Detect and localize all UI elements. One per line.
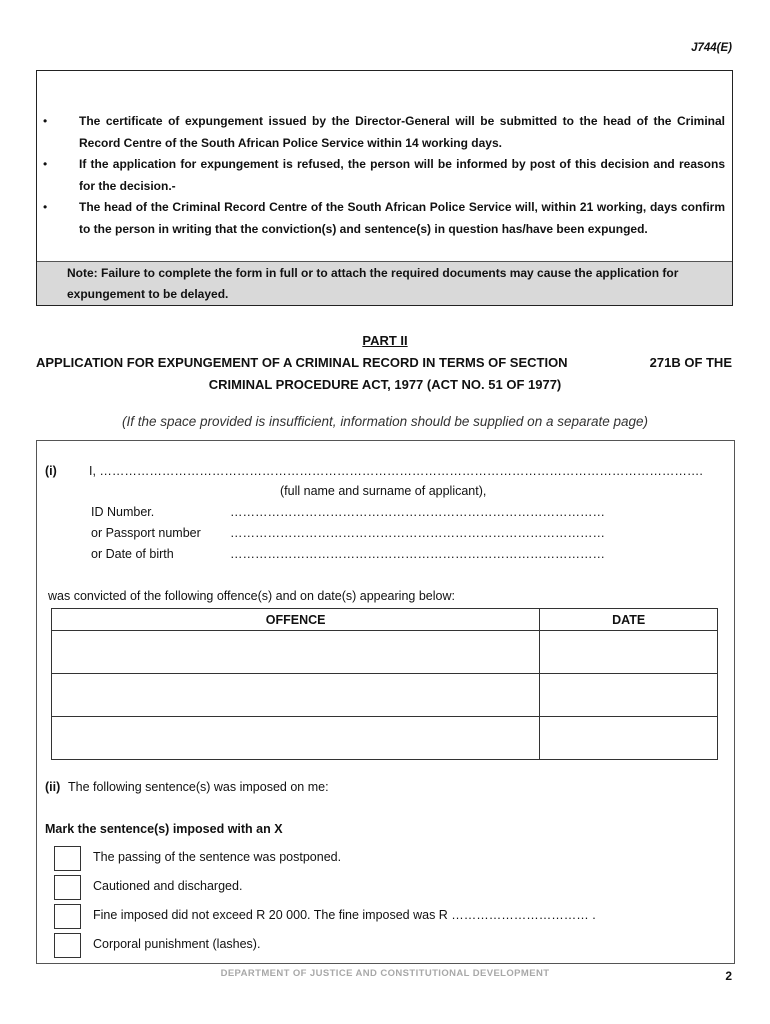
date-of-birth-field[interactable]: ……………………………………………………………………………… [230,547,605,561]
full-name-caption: (full name and surname of applicant), [280,484,487,498]
convicted-statement: was convicted of the following offence(s) and on date(s) appearing below: [48,589,455,603]
sentence-option-label: Corporal punishment (lashes). [93,937,261,951]
sentence-postponed-checkbox[interactable] [54,846,81,871]
application-heading-line1-right: 271B OF THE [649,355,732,370]
info-bullet [37,111,732,154]
id-number-field[interactable]: ……………………………………………………………………………… [230,505,605,519]
date-of-birth-label: or Date of birth [91,547,174,561]
info-bullet-text: If the application for expungement is refused, the person will be informed by post of this decision and reasons for the decision.- [79,157,725,193]
table-row [52,717,718,760]
info-bullet-list [37,111,732,240]
passport-number-label: or Passport number [91,526,201,540]
part-title: PART II [362,333,408,348]
note-banner: Note: Failure to complete the form in full or to attach the required documents may cause the application for expungement to be delayed. [37,261,732,305]
offence-cell[interactable] [52,717,540,760]
date-cell[interactable] [540,717,718,760]
bullet-icon: • [43,200,48,214]
info-box [36,70,733,306]
date-cell[interactable] [540,674,718,717]
sentence-option-label: The passing of the sentence was postponed. [93,850,342,864]
date-cell[interactable] [540,631,718,674]
sentence-option-label: Fine imposed did not exceed R 20 000. The fine imposed was R …………………………… . [93,908,596,922]
bullet-icon: • [43,114,48,128]
application-heading-line2: CRIMINAL PROCEDURE ACT, 1977 (ACT NO. 51 OF 1977) [208,377,562,392]
application-heading-line1: APPLICATION FOR EXPUNGEMENT OF A CRIMINAL RECORD IN TERMS OF SECTION [36,355,568,370]
id-number-label: ID Number. [91,505,155,519]
page-number: 2 [725,969,732,983]
corporal-punishment-checkbox[interactable] [54,933,81,958]
table-row [52,631,718,674]
offence-table [51,608,718,760]
full-name-field[interactable]: I, ………………………………………………………………………………………………………………………………. [89,464,703,478]
info-bullet-text: The certificate of expungement issued by the Director-General will be submitted to the head of the Criminal Record Centre of the South African Police Service within 14 working days. [79,114,725,150]
fine-imposed-checkbox[interactable] [54,904,81,929]
mark-sentence-instruction: Mark the sentence(s) imposed with an X [45,822,283,836]
section-i-marker: (i) [45,464,57,478]
space-instruction: (If the space provided is insufficient, information should be supplied on a separate page) [121,414,649,429]
table-row [52,674,718,717]
sentence-option-label: Cautioned and discharged. [93,879,243,893]
cautioned-discharged-checkbox[interactable] [54,875,81,900]
application-form-box [36,440,735,964]
info-bullet-text: The head of the Criminal Record Centre of the South African Police Service will, within 21 working, days confirm to the person in writing that the conviction(s) and sentence(s) in question has/have been expunged. [79,200,725,236]
offence-column-header: OFFENCE [52,609,540,631]
section-ii-marker: (ii) [45,780,61,794]
date-column-header: DATE [540,609,718,631]
passport-number-field[interactable]: ……………………………………………………………………………… [230,526,605,540]
info-bullet [37,154,732,197]
department-footer: DEPARTMENT OF JUSTICE AND CONSTITUTIONAL DEVELOPMENT [220,968,550,979]
offence-cell[interactable] [52,631,540,674]
info-bullet [37,197,732,240]
sentence-imposed-statement: The following sentence(s) was imposed on me: [68,780,329,794]
form-code: J744(E) [691,42,732,54]
offence-cell[interactable] [52,674,540,717]
bullet-icon: • [43,157,48,171]
